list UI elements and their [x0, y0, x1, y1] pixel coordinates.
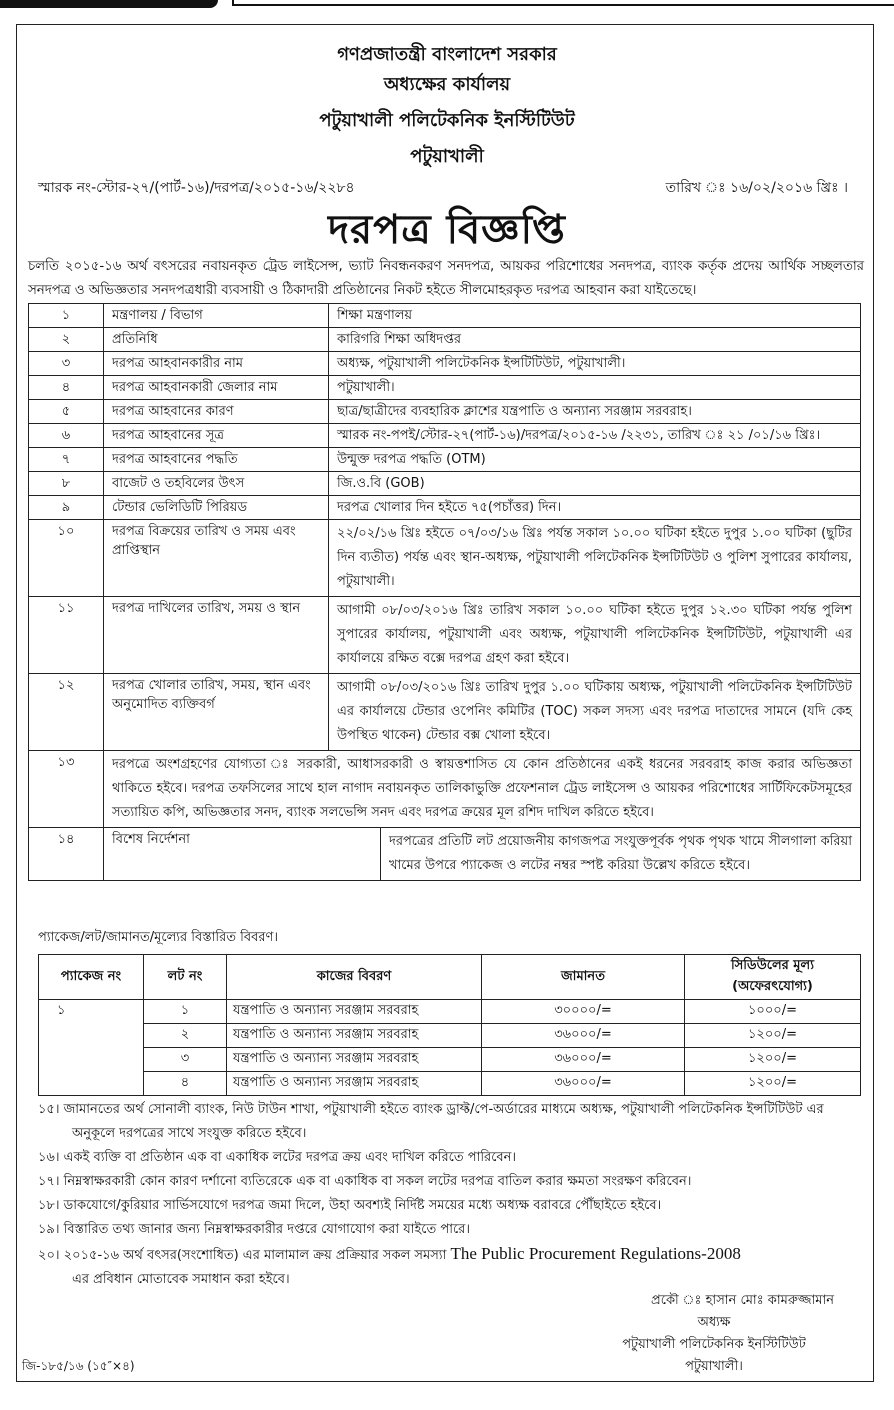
- lot-number: ১: [144, 1000, 227, 1024]
- note-item: ১৭। নিম্নস্বাক্ষরকারী কোন কারণ দর্শানো ব্যতিরেকে এক বা একাধিক বা সকল লটের দরপত্র বাতিল করার ক্ষমতা সংরক্ষণ করিবেন।: [38, 1174, 692, 1189]
- memo-number: স্মারক নং-স্টোর-২৭/(পার্ট-১৬)/দরপত্র/২০১৫-১৬/২২৮৪: [38, 180, 355, 196]
- package-number: ১: [39, 1000, 144, 1096]
- row-label: প্রতিনিধি: [104, 328, 329, 352]
- table-row: [39, 1072, 861, 1096]
- table-row: [39, 1024, 861, 1048]
- row-number: ১১: [29, 597, 104, 674]
- lot-number: ৪: [144, 1072, 227, 1096]
- row-value: ছাত্র/ছাত্রীদের ব্যবহারিক ক্লাশের যন্ত্রপাতি ও অন্যান্য সরঞ্জাম সরবরাহ।: [329, 400, 861, 424]
- header-office: অধ্যক্ষের কার্যালয়: [383, 74, 511, 95]
- package-table: [38, 954, 861, 1096]
- row-value: আগামী ০৮/০৩/২০১৬ খ্রিঃ তারিখ সকাল ১০.০০ ঘটিকা হইতে দুপুর ১২.৩০ ঘটিকা পর্যন্ত পুলিশ সুপারের কার্যালয়, পটুয়াখালী এবং অধ্যক্ষ, পটুয়াখালী পলিটেকনিক ইন্সটিটিউট, পটুয়াখালী এর কার্যালয়ে রক্ষিত বক্সে দরপত্র গ্রহণ করা হইবে।: [329, 597, 861, 674]
- row-label: দরপত্র আহবানের পদ্ধতি: [104, 448, 329, 472]
- special-instruction-inner: [104, 828, 860, 880]
- table-row: [29, 376, 861, 400]
- package-table-header: [39, 955, 861, 1000]
- row-value: পটুয়াখালী।: [329, 376, 861, 400]
- row-number: ১৩: [29, 751, 104, 828]
- header-location: পটুয়াখালী: [410, 146, 484, 167]
- column-header: প্যাকেজ নং: [39, 955, 144, 1000]
- table-row: [29, 496, 861, 520]
- table-row: [29, 472, 861, 496]
- top-strip: [0, 0, 894, 16]
- row-label: দরপত্র আহবানের সূত্র: [104, 424, 329, 448]
- row-label: বিশেষ নির্দেশনা: [104, 828, 381, 880]
- table-row: [29, 448, 861, 472]
- signatory-office: পটুয়াখালী পলিটেকনিক ইনস্টিটিউট: [622, 1337, 806, 1352]
- signatory-name: প্রকৌ ঃ হাসান মোঃ কামরুজ্জামান: [651, 1293, 834, 1308]
- row-number: ৭: [29, 448, 104, 472]
- note-text: ২০। ২০১৫-১৬ অর্থ বৎসর(সংশোধিত) এর মালামাল ক্রয় প্রক্রিয়ার সকল সমস্যা: [38, 1248, 451, 1263]
- table-row: [29, 424, 861, 448]
- row-value: ২২/০২/১৬ খ্রিঃ হইতে ০৭/০৩/১৬ খ্রিঃ পর্যন্ত সকাল ১০.০০ ঘটিকা হইতে দুপুর ১.০০ ঘটিকা (ছুটির দিন ব্যতীত) পর্যন্ত এবং স্থান-অধ্যক্ষ, পটুয়াখালী পলিটেকনিক ইন্সটিটিউট ও পুলিশ সুপারের কার্যালয়, পটুয়াখালী।: [329, 520, 861, 597]
- work-description: যন্ত্রপাতি ও অন্যান্য সরঞ্জাম সরবরাহ: [227, 1048, 482, 1072]
- security-amount: ৩৬০০০/=: [482, 1024, 685, 1048]
- note-text: এর প্রবিধান মোতাবেক সমাধান করা হইবে।: [72, 1272, 290, 1287]
- lot-number: ৩: [144, 1048, 227, 1072]
- row-value: আগামী ০৮/০৩/২০১৬ খ্রিঃ তারিখ দুপুর ১.০০ ঘটিকায় অধ্যক্ষ, পটুয়াখালী পলিটেকনিক ইন্সটিটিউট এর কার্যালয়ে টেন্ডার ওপেনিং কমিটির (TOC) সকল সদস্য এবং দরপত্র দাতাদের সামনে (যদি কেহ উপস্থিত থাকেন) টেন্ডার বক্স খোলা হইবে।: [329, 674, 861, 751]
- table-row: [29, 597, 861, 674]
- regulation-name: The Public Procurement Regulations-2008: [450, 1244, 741, 1263]
- special-instruction-cell: [104, 828, 861, 881]
- intro-paragraph: চলতি ২০১৫-১৬ অর্থ বৎসরের নবায়নকৃত ট্রেড লাইসেন্স, ভ্যাট নিবন্ধনকরণ সনদপত্র, আয়কর পরিশোধের সনদপত্র, ব্যাংক কর্তৃক প্রদেয় আর্থিক সচ্ছলতার সনদপত্র ও অভিজ্ঞতার সনদপত্রধারী ব্যবসায়ী ও ঠিকাদারী প্রতিষ্ঠানের নিকট হইতে সীলমোহরকৃত দরপত্র আহবান করা যাইতেছে।: [28, 259, 864, 298]
- row-label: দরপত্র আহবানের কারণ: [104, 400, 329, 424]
- signature-block: [594, 1290, 834, 1378]
- column-header: কাজের বিবরণ: [227, 955, 482, 1000]
- note-item: ১৮। ডাকযোগে/কুরিয়ার সার্ভিসযোগে দরপত্র জমা দিলে, উহা অবশ্যই নির্দিষ্ট সময়ের মধ্যে অধ্যক্ষ বরাবরে পৌঁছাইতে হইবে।: [38, 1198, 662, 1213]
- table-row: [29, 328, 861, 352]
- column-header: সিডিউলের মূল্য (অফেরৎযোগ্য): [685, 955, 861, 1000]
- work-description: যন্ত্রপাতি ও অন্যান্য সরঞ্জাম সরবরাহ: [227, 1024, 482, 1048]
- work-description: যন্ত্রপাতি ও অন্যান্য সরঞ্জাম সরবরাহ: [227, 1072, 482, 1096]
- tender-info-table: [28, 303, 861, 881]
- row-value: শিক্ষা মন্ত্রণালয়: [329, 304, 861, 328]
- row-value: কারিগরি শিক্ষা অধিদপ্তর: [329, 328, 861, 352]
- notes-list: [38, 1098, 853, 1292]
- top-strip-right-frame: [232, 0, 894, 6]
- column-header: জামানত: [482, 955, 685, 1000]
- table-row: [29, 674, 861, 751]
- schedule-price: ১০০০/=: [685, 1000, 861, 1024]
- row-value: উন্মুক্ত দরপত্র পদ্ধতি (OTM): [329, 448, 861, 472]
- row-number: ২: [29, 328, 104, 352]
- row-number: ১২: [29, 674, 104, 751]
- row-number: ৩: [29, 352, 104, 376]
- row-label: দরপত্র দাখিলের তারিখ, সময় ও স্থান: [104, 597, 329, 674]
- top-strip-left-bar: [0, 0, 218, 8]
- row-number: ৫: [29, 400, 104, 424]
- notice-title: দরপত্র বিজ্ঞপ্তি: [328, 207, 566, 253]
- row-number: ১: [29, 304, 104, 328]
- note-item: ১৬। একই ব্যক্তি বা প্রতিষ্ঠান এক বা একাধিক লটের দরপত্র ক্রয় এবং দাখিল করিতে পারিবেন।: [38, 1150, 517, 1165]
- table-row: [29, 304, 861, 328]
- lot-number: ২: [144, 1024, 227, 1048]
- row-label: দরপত্র খোলার তারিখ, সময়, স্থান এবং অনুমোদিত ব্যক্তিবর্গ: [104, 674, 329, 751]
- table-row: [29, 352, 861, 376]
- package-section-title: প্যাকেজ/লট/জামানত/মূল্যের বিস্তারিত বিবরণ।: [38, 930, 278, 945]
- table-row: [29, 400, 861, 424]
- table-row: [29, 520, 861, 597]
- row-value: দরপত্রের প্রতিটি লট প্রয়োজনীয় কাগজপত্র সংযুক্তপূর্বক পৃথক পৃথক খামে সীলগালা করিয়া খামের উপরে প্যাকেজ ও লটের নম্বর স্পষ্ট করিয়া উল্লেখ করিতে হইবে।: [389, 834, 852, 873]
- row-label: দরপত্র আহবানকারী জেলার নাম: [104, 376, 329, 400]
- note-item: [38, 1242, 853, 1292]
- schedule-price: ১২০০/=: [685, 1048, 861, 1072]
- schedule-price: ১২০০/=: [685, 1072, 861, 1096]
- eligibility-text: দরপত্রে অংশগ্রহণের যোগ্যতা ঃ সরকারী, আধাসরকারী ও স্বায়ত্তশাসিত যে কোন প্রতিষ্ঠানের একই ধরনের সরবরাহ কাজ করার অভিজ্ঞতা থাকিতে হইবে। দরপত্র তফসিলের সাথে হাল নাগাদ নবায়নকৃত তালিকাভুক্তি প্রফেশনাল ট্রেড লাইসেন্স ও আয়কর পরিশোধের সার্টিফিকেটসমূহের সত্যায়িত কপি, অভিজ্ঞতার সনদ, ব্যাংক সলভেন্সি সনদ এবং দরপত্র ক্রয়ের মূল রশিদ দাখিল করিতে হইবে।: [104, 751, 861, 828]
- row-label: টেন্ডার ভেলিডিটি পিরিয়ড: [104, 496, 329, 520]
- table-row-special-instruction: [29, 828, 861, 881]
- row-number: ১৪: [29, 828, 104, 881]
- row-label: দরপত্র বিক্রয়ের তারিখ ও সময় এবং প্রাপ্তিস্থান: [104, 520, 329, 597]
- row-number: ৪: [29, 376, 104, 400]
- row-number: ১০: [29, 520, 104, 597]
- row-value: অধ্যক্ষ, পটুয়াখালী পলিটেকনিক ইন্সটিটিউট, পটুয়াখালী।: [329, 352, 861, 376]
- header-institute: পটুয়াখালী পলিটেকনিক ইনস্টিটিউট: [319, 110, 575, 131]
- row-value: জি.ও.বি (GOB): [329, 472, 861, 496]
- header-government: গণপ্রজাতন্ত্রী বাংলাদেশ সরকার: [337, 44, 557, 65]
- column-header: লট নং: [144, 955, 227, 1000]
- table-row-eligibility: [29, 751, 861, 828]
- signatory-place: পটুয়াখালী।: [685, 1359, 743, 1374]
- security-amount: ৩৬০০০/=: [482, 1048, 685, 1072]
- row-label: দরপত্র আহবানকারীর নাম: [104, 352, 329, 376]
- govt-ad-code: জি-১৮৫/১৬ (১৫″×৪): [22, 1359, 135, 1373]
- row-label: বাজেট ও তহবিলের উৎস: [104, 472, 329, 496]
- row-number: ৬: [29, 424, 104, 448]
- row-number: ৮: [29, 472, 104, 496]
- signatory-designation: অধ্যক্ষ: [697, 1315, 731, 1330]
- notice-date: তারিখ ঃ ১৬/০২/২০১৬ খ্রিঃ ।: [665, 180, 848, 196]
- schedule-price: ১২০০/=: [685, 1024, 861, 1048]
- work-description: যন্ত্রপাতি ও অন্যান্য সরঞ্জাম সরবরাহ: [227, 1000, 482, 1024]
- note-item: ১৯। বিস্তারিত তথ্য জানার জন্য নিম্নস্বাক্ষরকারীর দপ্তরে যোগাযোগ করা যাইতে পারে।: [38, 1222, 470, 1237]
- table-row: [39, 1048, 861, 1072]
- security-amount: ৩০০০০/=: [482, 1000, 685, 1024]
- security-amount: ৩৬০০০/=: [482, 1072, 685, 1096]
- row-value: স্মারক নং-পপই/স্টোর-২৭(পার্ট-১৬)/দরপত্র/২০১৫-১৬ /২২৩১, তারিখ ঃ ২১ /০১/১৬ খ্রিঃ।: [329, 424, 861, 448]
- row-number: ৯: [29, 496, 104, 520]
- table-row: [39, 1000, 861, 1024]
- note-item: ১৫। জামানতের অর্থ সোনালী ব্যাংক, নিউ টাউন শাখা, পটুয়াখালী হইতে ব্যাংক ড্রাফ্ট/পে-অর্ডারের মাধ্যমে অধ্যক্ষ, পটুয়াখালী পলিটেকনিক ইন্সটিটিউট এর অনুকূলে দরপত্রের সাথে সংযুক্ত করিতে হইবে।: [38, 1102, 824, 1141]
- row-label: মন্ত্রণালয় / বিভাগ: [104, 304, 329, 328]
- row-value: দরপত্র খোলার দিন হইতে ৭৫(পচাঁত্তর) দিন।: [329, 496, 861, 520]
